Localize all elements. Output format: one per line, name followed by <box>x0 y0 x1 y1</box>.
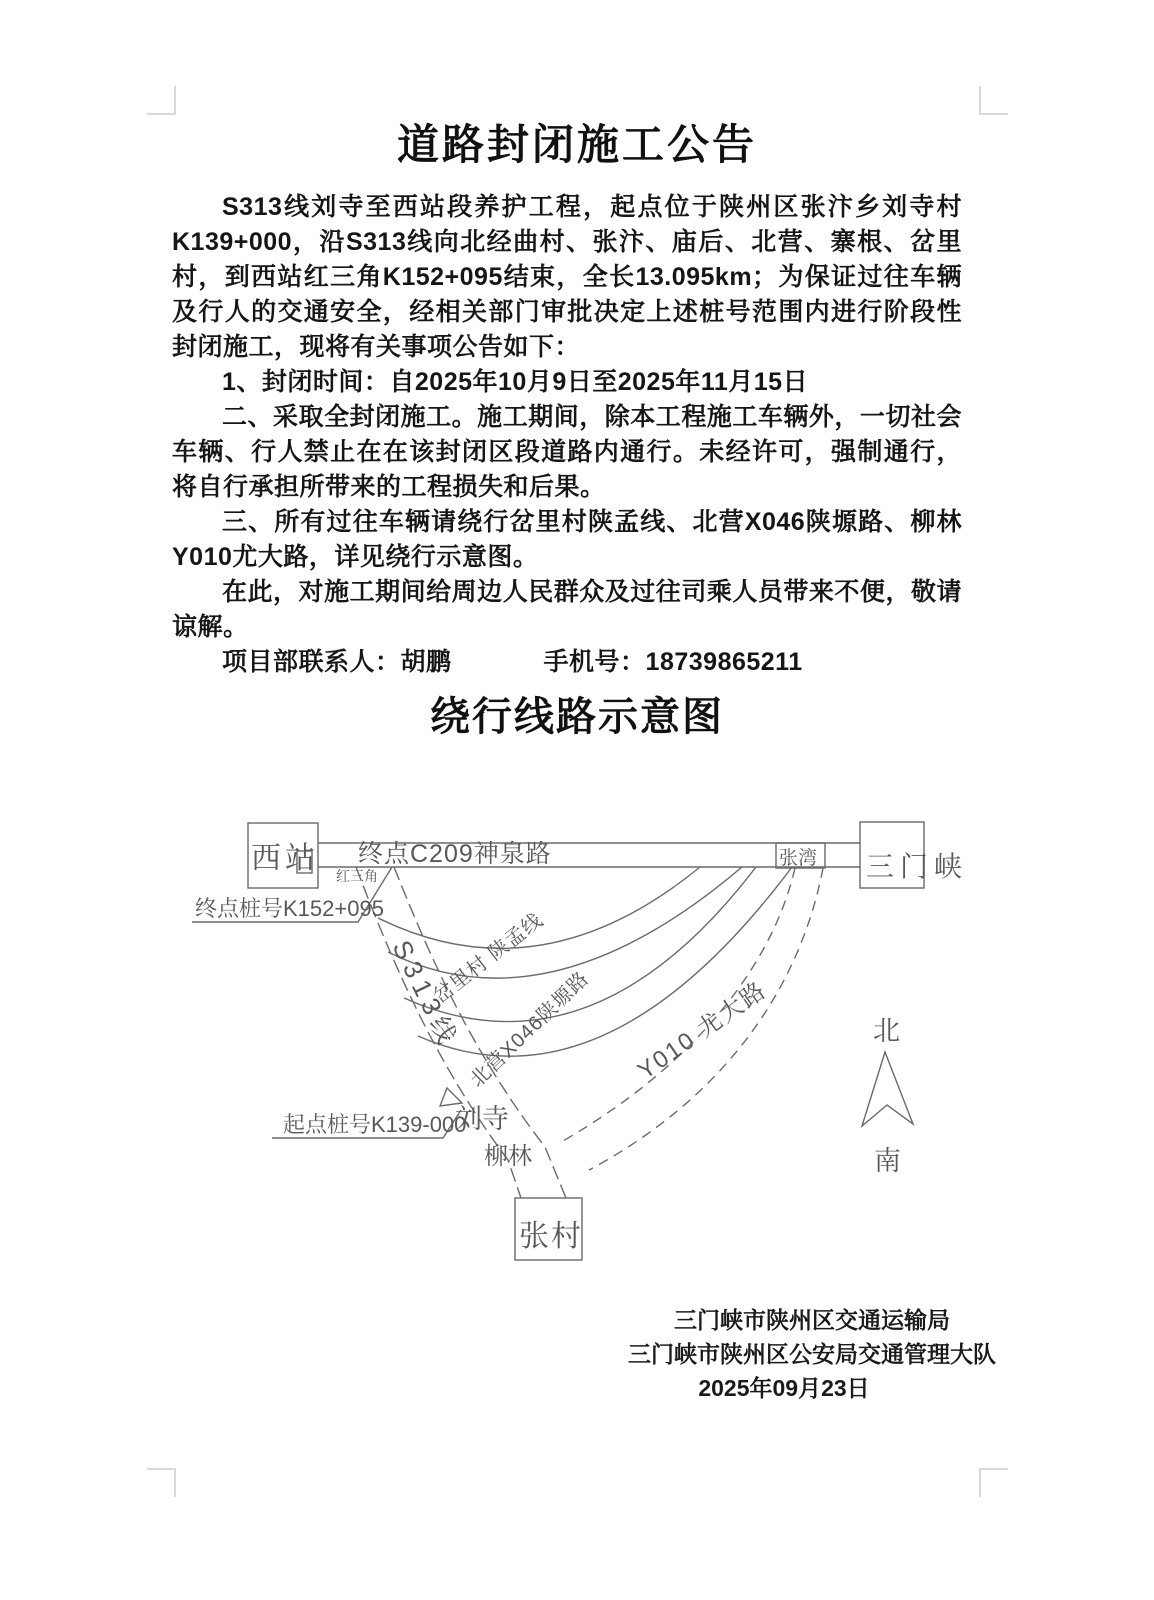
contact-person-name: 胡鹏 <box>400 648 452 676</box>
end-stake-label: 终点桩号K152+095 <box>195 896 384 921</box>
shanmeng-road-label: 岔里村 陕孟线 <box>429 908 548 1008</box>
zhangcun-label: 张村 <box>519 1220 583 1253</box>
compass-north-label: 北 <box>873 1016 900 1046</box>
page-title: 道路封闭施工公告 <box>396 121 757 168</box>
c209-road-label: 终点C209神泉路 <box>358 840 552 868</box>
compass-south-label: 南 <box>874 1146 901 1176</box>
liulin-label: 柳林 <box>484 1143 532 1170</box>
shanmeng-road-upper-line <box>378 867 700 948</box>
notice-paragraph: 在此，对施工期间给周边人民群众及过往司乘人员带来不便，敬请谅解。 <box>172 578 962 641</box>
contact-person-label: 项目部联系人： <box>222 648 401 676</box>
x046-road-label: 北营X046陕塬路 <box>466 967 594 1092</box>
notice-paragraph: 二、采取全封闭施工。施工期间，除本工程施工车辆外，一切社会车辆、行人禁止在在该封闭区段道路内通行。未经许可，强制通行，将自行承担所带来的工程损失和后果。 <box>172 403 962 501</box>
zhangwan-label: 张湾 <box>779 848 818 869</box>
issuing-org-2: 三门峡市陕州区公安局交通管理大队 <box>628 1341 996 1367</box>
map-title: 绕行线路示意图 <box>430 695 724 739</box>
shanmeng-road-lower-line <box>388 867 742 978</box>
contact-phone-number: 18739865211 <box>645 648 803 676</box>
notice-paragraph: 1、封闭时间：自2025年10月9日至2025年11月15日 <box>222 368 809 396</box>
red-triangle-label: 红三角 <box>336 868 378 884</box>
west-station-label: 西站 <box>251 842 319 875</box>
y010-road-label: Y010 尤大路 <box>632 976 772 1085</box>
sanmenxia-label: 三门峡 <box>866 851 969 882</box>
start-stake-label: 起点桩号K139-000 <box>283 1112 467 1137</box>
compass-arrow-icon <box>862 1052 913 1126</box>
issue-date: 2025年09月23日 <box>698 1375 870 1401</box>
s313-road-label: S313线 <box>386 935 465 1054</box>
notice-paragraph: 三、所有过往车辆请绕行岔里村陕孟线、北营X046陕塬路、柳林Y010尤大路，详见绕行示意图。 <box>172 508 962 571</box>
issuing-org-1: 三门峡市陕州区交通运输局 <box>674 1307 950 1333</box>
signature-block <box>562 1303 1062 1405</box>
liusi-label: 刘寺 <box>455 1104 509 1134</box>
notice-paragraph: S313线刘寺至西站段养护工程，起点位于陕州区张汴乡刘寺村K139+000，沿S313线向北经曲村、张汴、庙后、北营、寨根、岔里村，到西站红三角K152+095结束，全长13.095km；为保证过往车辆及行人的交通安全，经相关部门审批决定上述桩号范围内进行阶段性封闭施工，现将有关事项公告如下： <box>172 193 962 361</box>
contact-phone-label: 手机号： <box>543 648 646 676</box>
